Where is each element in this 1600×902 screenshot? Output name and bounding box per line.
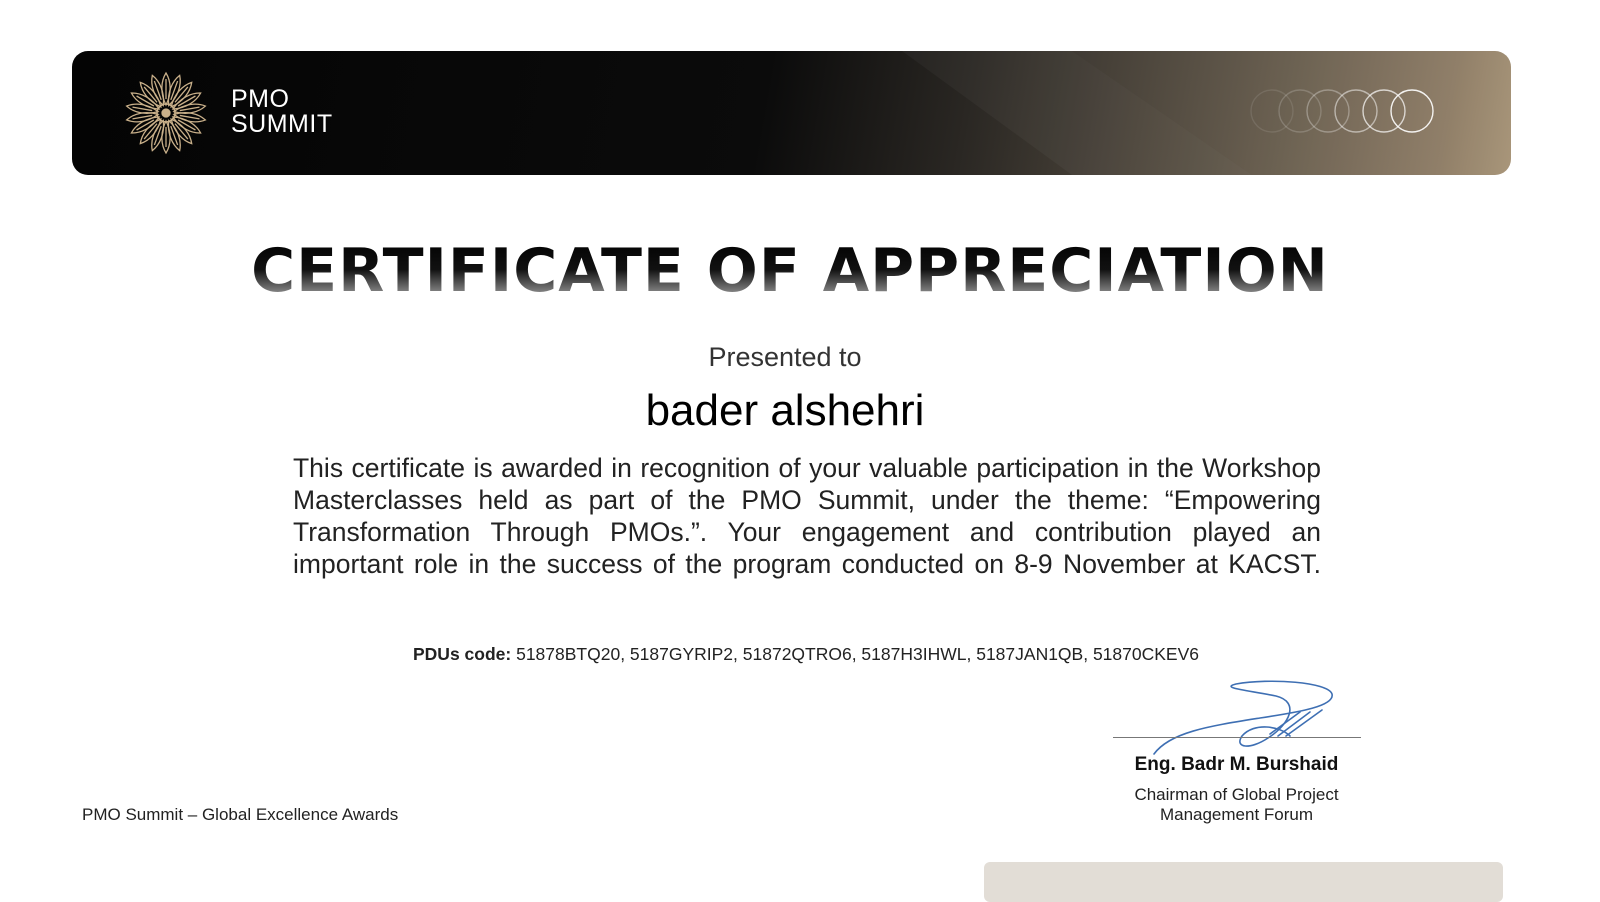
brand-line-1: PMO [231,85,290,113]
signature-line [1113,737,1361,738]
pmo-summit-logo-icon [114,71,218,155]
brand-wordmark [231,87,333,137]
pdu-label: PDUs code: [413,644,512,664]
certificate-title: CERTIFICATE OF APPRECIATION [0,236,1580,306]
signatory-title: Chairman of Global Project Management Forum [1134,785,1339,824]
certificate-body: This certificate is awarded in recognition of your valuable participation in the Workshop Masterclasses held as part of the PMO Summit, under the theme: “Empowering Transformation Through PMOs.”. Your engagement and contribution played an important role in the success of the program conducted on 8-9 November at KACST. [293,453,1321,579]
rings-decoration-icon [1244,87,1444,137]
pdu-codes [0,644,1600,665]
pdu-code-list: 51878BTQ20, 5187GYRIP2, 51872QTRO6, 5187H3IHWL, 5187JAN1QB, 51870CKEV6 [516,644,1199,664]
presented-to-label: Presented to [708,342,862,372]
bottom-decorative-strip [984,862,1503,902]
signatory-name: Eng. Badr M. Burshaid [1134,754,1339,775]
header-banner [72,51,1511,175]
signature-image [1150,676,1350,760]
brand-line-2: SUMMIT [231,110,333,138]
recipient-name: bader alshehri [645,386,925,435]
footer-awards-text: PMO Summit – Global Excellence Awards [82,805,399,824]
